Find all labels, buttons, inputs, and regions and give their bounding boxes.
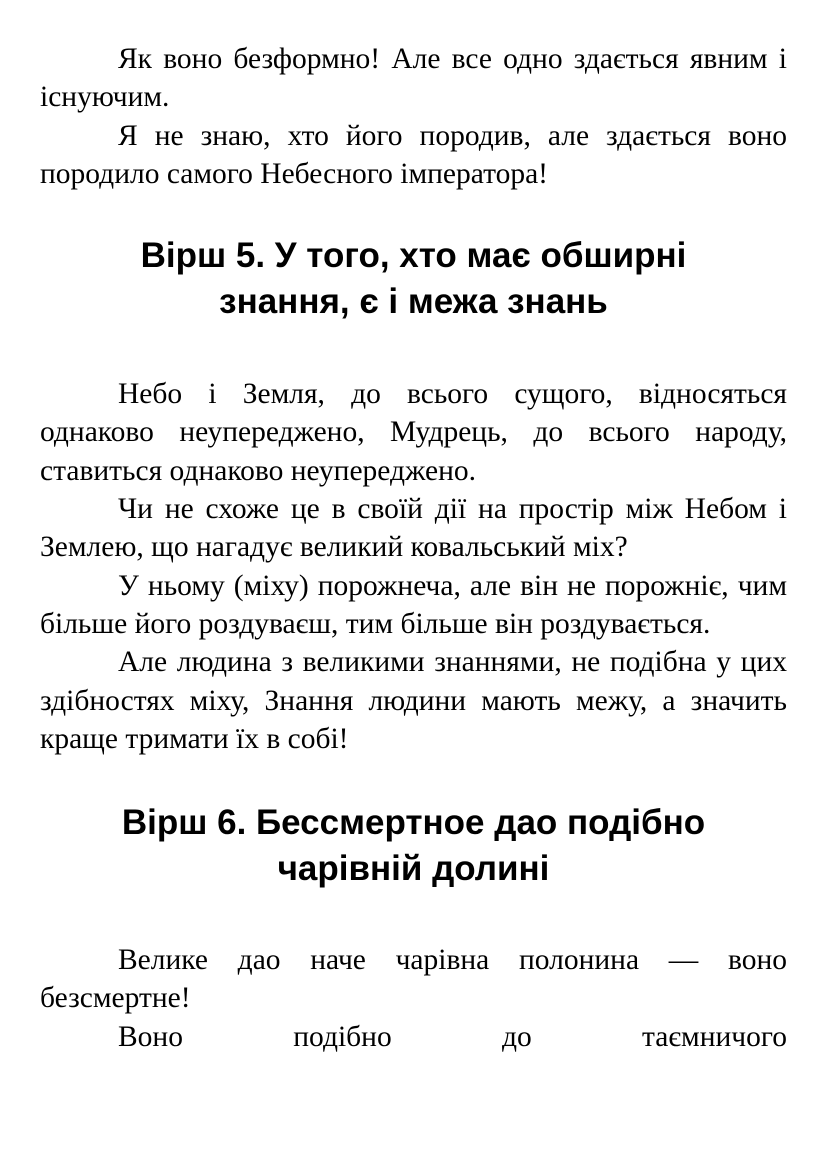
heading-line: чарівній долині xyxy=(277,849,550,889)
paragraph: Воно подібно до таємничого xyxy=(118,1020,787,1053)
paragraph: Небо і Земля, до всього сущого, відносяться однаково неупереджено, Мудрець, до всього народу, ставиться однаково неупереджено. xyxy=(40,378,787,487)
verse-5-heading xyxy=(40,233,787,325)
verse-6-heading xyxy=(40,800,787,892)
heading-line: Вірш 5. У того, хто має обширні xyxy=(140,236,687,276)
paragraph: У ньому (міху) порожнеча, але він не порожніє, чим більше його роздуваєш, тим більше він роздувається. xyxy=(40,569,787,640)
heading-line: Вірш 6. Бессмертное дао подібно xyxy=(121,803,706,843)
document-page xyxy=(40,40,787,1056)
paragraph: Чи не схоже це в своїй дії на простір між Небом і Землею, що нагадує великий ковальський міх? xyxy=(40,493,787,564)
heading-line: знання, є і межа знань xyxy=(219,282,608,322)
paragraph: Але людина з великими знаннями, не подібна у цих здібностях міху, Знання людини мають межу, а значить краще тримати їх в собі! xyxy=(40,646,787,755)
paragraph: Велике дао наче чарівна полонина — воно безсмертне! xyxy=(40,944,787,1015)
paragraph: Я не знаю, хто його породив, але здається воно породило самого Небесного імператора! xyxy=(40,119,787,190)
paragraph: Як воно безформно! Але все одно здається явним і існуючим. xyxy=(40,43,787,114)
